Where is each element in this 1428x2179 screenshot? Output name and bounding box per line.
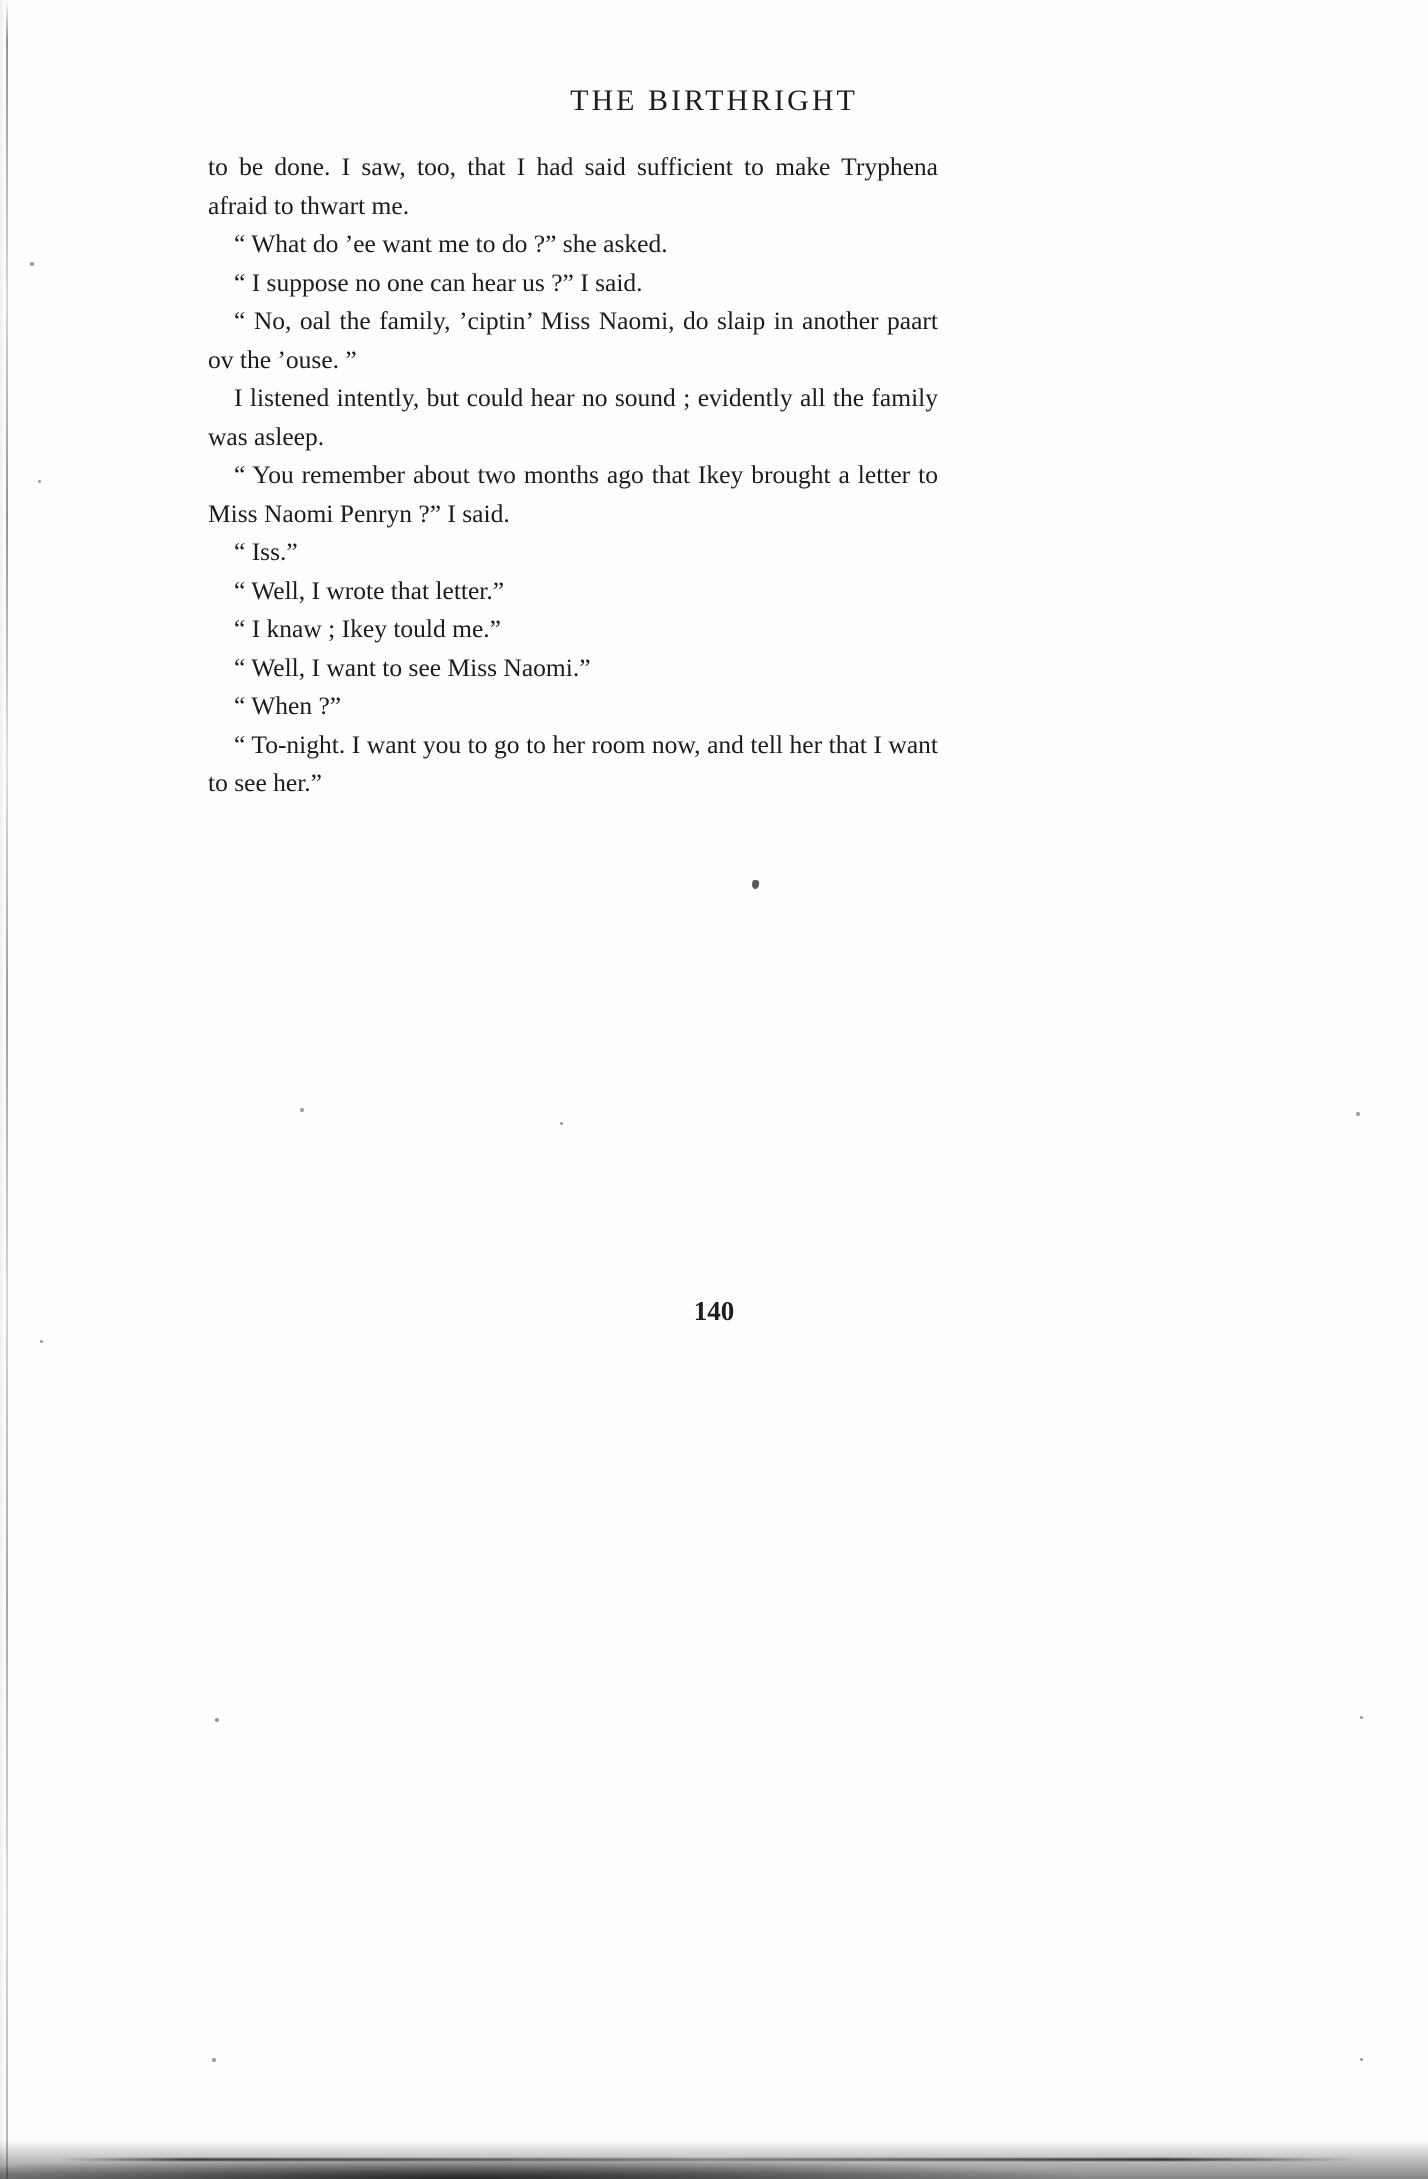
paragraph: “ You remember about two months ago that Ikey brought a letter to Miss Naomi Penryn ?” I said.	[208, 460, 938, 528]
scan-edge-line	[6, 0, 8, 2179]
scan-speck	[212, 2058, 216, 2062]
paragraph: to be done. I saw, too, that I had said sufficient to make Tryphena afraid to thwart me.	[208, 152, 938, 220]
paragraph: “ What do ’ee want me to do ?” she asked.	[234, 229, 668, 258]
paragraph: “ To-night. I want you to go to her room now, and tell her that I want to see her.”	[208, 729, 938, 797]
paragraph: “ Well, I wrote that letter.”	[234, 575, 505, 605]
ink-stray-mark	[751, 880, 759, 890]
scan-speck	[1360, 1716, 1363, 1719]
scan-speck	[300, 1108, 304, 1112]
scan-bottom-shadow	[0, 2133, 1428, 2179]
scan-bottom-edge	[60, 2158, 1360, 2161]
paragraph: “ No, oal the family, ’ciptin’ Miss Naomi, do slaip in another paart ov the ’ouse. ”	[208, 306, 938, 374]
paragraph: “ I knaw ; Ikey tould me.”	[234, 614, 501, 643]
page-number: 140	[693, 1296, 735, 1326]
paragraph: “ I suppose no one can hear us ?” I said.	[234, 267, 643, 297]
scan-speck	[1360, 2058, 1363, 2061]
running-head: THE BIRTHRIGHT	[570, 84, 858, 117]
scan-speck	[215, 1718, 219, 1722]
paragraph: “ Iss.”	[234, 537, 298, 566]
paragraph: I listened intently, but could hear no sound ; evidently all the family was asleep.	[208, 383, 938, 451]
body-text	[208, 148, 938, 803]
scan-speck	[1356, 1112, 1360, 1116]
paragraph: “ Well, I want to see Miss Naomi.”	[234, 652, 591, 682]
scan-speck	[560, 1122, 563, 1125]
paragraph: “ When ?”	[234, 691, 342, 720]
scan-speck	[38, 480, 41, 483]
scan-speck	[40, 1340, 43, 1343]
scan-edge-shadow	[0, 0, 5, 2179]
scan-speck	[30, 262, 34, 266]
